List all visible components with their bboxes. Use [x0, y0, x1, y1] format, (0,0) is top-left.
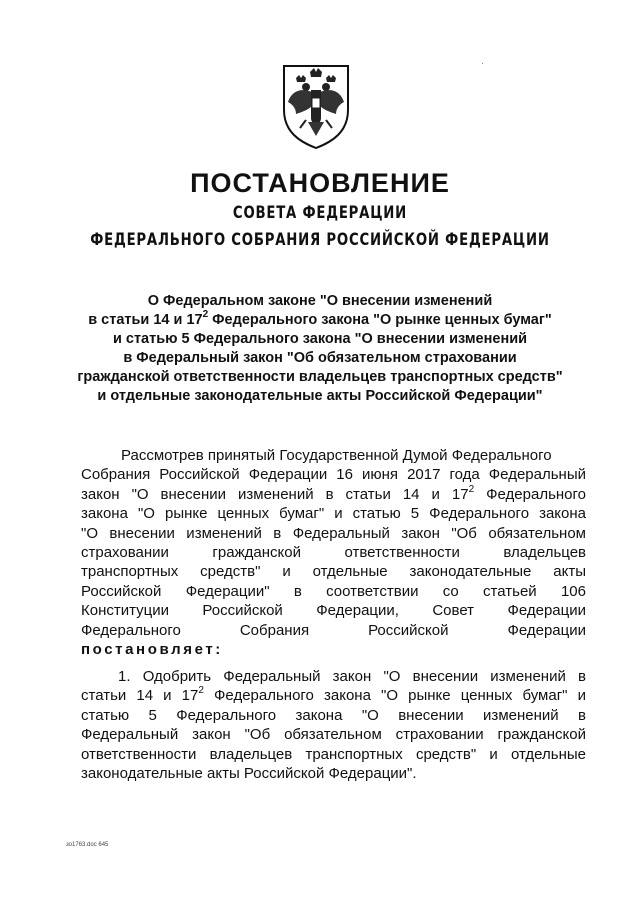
heading-line: [70, 311, 570, 330]
heading-line: в Федеральный закон "Об обязательном страховании: [123, 350, 517, 366]
paragraph-line-text: закон "О внесении изменений в статьи 14 и 17: [81, 485, 469, 503]
paragraph-line-text: Федерального закона "О рынке ценных бумаг" и: [203, 687, 586, 705]
russian-coat-of-arms-icon: [276, 62, 356, 150]
heading-line-text: Федерального закона "О рынке ценных бумаг": [208, 312, 552, 328]
superscript: 2: [468, 483, 475, 495]
paragraph-line: Конституции Российской Федерации, Совет Федерации: [81, 602, 586, 620]
heading-line: О Федеральном законе "О внесении изменений: [147, 293, 493, 309]
superscript: 2: [202, 309, 209, 321]
issuer-line-2: ФЕДЕРАЛЬНОГО СОБРАНИЯ РОССИЙСКОЙ ФЕДЕРАЦИИ: [90, 230, 550, 250]
paragraph-line-text: Федерального: [474, 485, 586, 503]
document-title: ПОСТАНОВЛЕНИЕ: [190, 168, 450, 198]
paragraph-line: "О внесении изменений в Федеральный закон "Об обязательном: [81, 524, 586, 542]
paragraph-line: [81, 686, 586, 705]
paragraph-line: статью 5 Федерального закона "О внесении изменений в: [81, 706, 586, 724]
issuer-line-1: СОВЕТА ФЕДЕРАЦИИ: [232, 203, 408, 223]
paragraph-line: законодательные акты Российской Федерации".: [81, 765, 417, 783]
superscript: 2: [198, 685, 204, 697]
paragraph-line: закона "О рынке ценных бумаг" и статью 5 Федерального закона: [81, 505, 586, 523]
heading-line-text: в статьи 14 и 17: [88, 312, 203, 328]
paragraph-line: транспортных средств" и отдельные законодательные акты: [81, 563, 586, 581]
preamble-paragraph: [81, 446, 586, 659]
paragraph-line: Рассмотрев принятый Государственной Думой Федерального: [121, 447, 552, 464]
heading-line: гражданской ответственности владельцев транспортных средств": [77, 369, 563, 385]
paragraph-line: Федерального Собрания Российской Федерации: [81, 621, 586, 639]
paragraph-line: Российской Федерации" в соответствии со статьей 106: [81, 582, 586, 600]
heading-line: и статью 5 Федерального закона "О внесении изменений: [112, 331, 528, 347]
scan-speck: [482, 63, 483, 64]
footer-doc-code: зо1763.doc 645: [66, 842, 109, 848]
paragraph-line: страховании гражданской ответственности владельцев: [81, 544, 586, 562]
resolution-heading: [70, 292, 570, 406]
paragraph-line-text: статьи 14 и 17: [81, 687, 199, 705]
paragraph-line: Федеральный закон "Об обязательном страховании гражданской: [81, 726, 586, 744]
heading-line: и отдельные законодательные акты Российской Федерации": [97, 388, 543, 404]
paragraph-line: 1. Одобрить Федеральный закон "О внесении изменений в: [118, 668, 586, 685]
paragraph-line: [81, 485, 586, 504]
paragraph-line: Собрания Российской Федерации 16 июня 2017 года Федеральный: [81, 466, 586, 484]
paragraph-line: ответственности владельцев транспортных средств" и отдельные: [81, 745, 586, 763]
resolution-item-1: [81, 667, 586, 783]
resolves-word: постановляет:: [81, 641, 223, 659]
